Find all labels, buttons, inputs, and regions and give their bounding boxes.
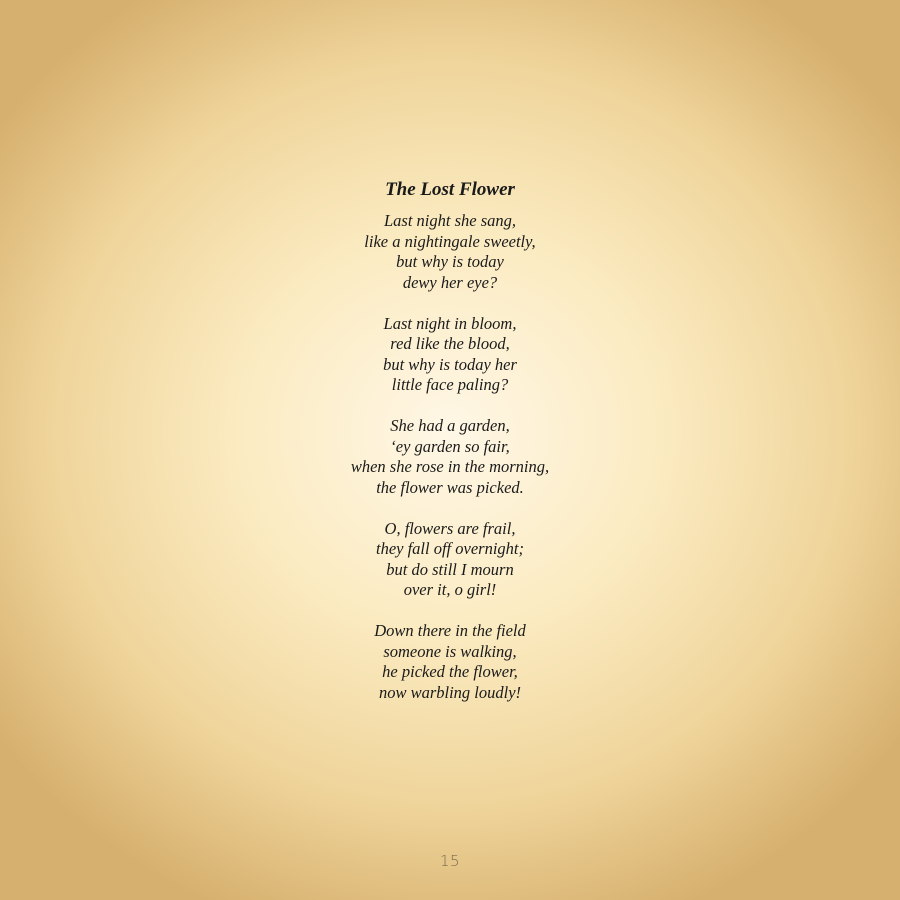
stanza-5 — [200, 621, 700, 703]
stanza-4 — [200, 519, 700, 601]
poem-line: someone is walking, — [383, 641, 517, 661]
poem-line: little face paling? — [391, 375, 509, 394]
poem-line: now warbling loudly! — [378, 682, 522, 702]
poem-line: Last night in bloom, — [383, 313, 517, 333]
poem-line: he picked the flower, — [382, 662, 518, 681]
poem-line: but why is today — [396, 252, 504, 271]
poem-title: The Lost Flower — [385, 179, 515, 200]
poem-line: red like the blood, — [390, 334, 510, 353]
poem-line: She had a garden, — [390, 416, 510, 435]
page-number: 15 — [439, 852, 461, 870]
stanza-1 — [200, 211, 700, 293]
poem-line: Last night she sang, — [383, 211, 517, 230]
poem-line: over it, o girl! — [403, 580, 497, 599]
poem-line: they fall off overnight; — [375, 539, 524, 558]
poem-line: but why is today her — [383, 354, 517, 374]
poem-line: dewy her eye? — [402, 272, 498, 292]
poem-line: Down there in the field — [374, 621, 526, 640]
stanza-3 — [200, 416, 700, 498]
poem-line: O, flowers are frail, — [384, 518, 516, 538]
poem-line: but do still I mourn — [386, 559, 514, 579]
poem-line: ‘ey garden so fair, — [390, 436, 510, 456]
poem-line: when she rose in the morning, — [350, 457, 550, 476]
poem-line: the flower was picked. — [376, 477, 524, 497]
stanza-2 — [200, 314, 700, 396]
poem-line: like a nightingale sweetly, — [364, 231, 536, 251]
poem — [200, 178, 700, 724]
